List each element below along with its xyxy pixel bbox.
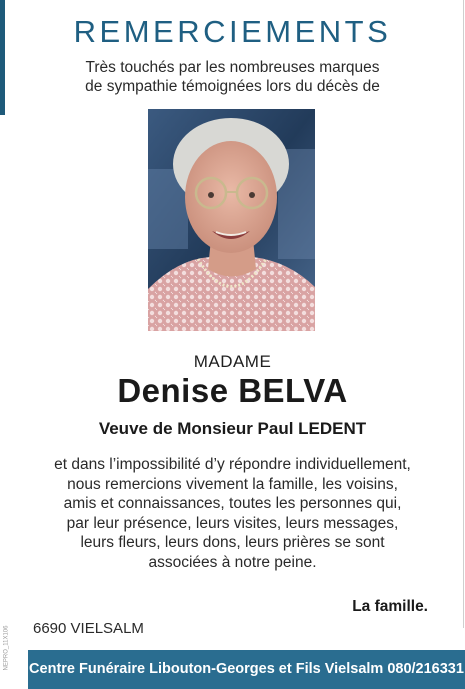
side-code: NEPRO_11X106 <box>3 625 10 671</box>
page-title: REMERCIEMENTS <box>73 14 392 49</box>
signature: La famille. <box>352 598 428 615</box>
honorific: MADAME <box>193 352 272 371</box>
message-line: et dans l’impossibilité d’y répondre individuellement, <box>54 456 411 473</box>
intro-line: de sympathie témoignées lors du décès de <box>85 78 380 95</box>
widow-of: Veuve de Monsieur Paul LEDENT <box>98 419 367 438</box>
message-line: amis et connaissances, toutes les personnes qui, <box>63 495 402 513</box>
deceased-name: Denise BELVA <box>117 372 348 409</box>
border-rule <box>463 0 464 628</box>
portrait-illustration <box>148 109 315 331</box>
intro-line: Très touchés par les nombreuses marques <box>85 59 380 76</box>
funeral-home-banner: Centre Funéraire Libouton-Georges et Fils Vielsalm 080/216331 <box>28 650 465 689</box>
message-line: leurs fleurs, leurs dons, leurs prières se sont <box>80 534 385 552</box>
portrait-photo <box>148 109 315 331</box>
message-line: par leur présence, leurs visites, leurs messages, <box>66 514 399 532</box>
thanks-message <box>30 455 435 573</box>
location: 6690 VIELSALM <box>33 620 144 637</box>
message-line: nous remercions vivement la famille, les voisins, <box>67 475 398 493</box>
intro-text <box>20 58 445 96</box>
message-line: associées à notre peine. <box>148 553 317 571</box>
